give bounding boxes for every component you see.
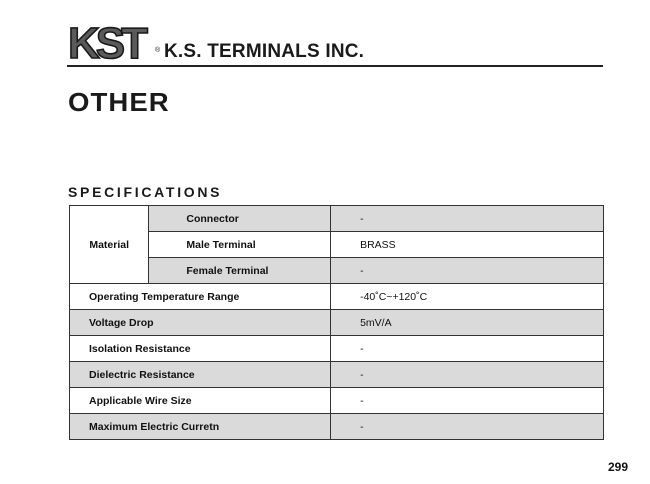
row-value: BRASS xyxy=(331,232,604,258)
table-row xyxy=(70,206,604,232)
company-name: K.S. TERMINALS INC. xyxy=(164,41,365,62)
row-value: - xyxy=(331,362,604,388)
kst-logo xyxy=(67,21,157,61)
section-heading: SPECIFICATIONS xyxy=(68,184,223,200)
header-divider xyxy=(67,65,603,67)
row-label: Connector xyxy=(149,206,331,232)
table-row xyxy=(70,336,604,362)
row-label: Isolation Resistance xyxy=(70,336,331,362)
row-value: -40˚C~+120˚C xyxy=(331,284,604,310)
row-label: Applicable Wire Size xyxy=(70,388,331,414)
specifications-table xyxy=(69,205,604,440)
page-title: OTHER xyxy=(68,87,170,117)
table-row xyxy=(70,284,604,310)
row-label: Operating Temperature Range xyxy=(70,284,331,310)
row-value: - xyxy=(331,414,604,440)
kst-logo-text: KST xyxy=(68,21,144,61)
row-label: Maximum Electric Curretn xyxy=(70,414,331,440)
table-row xyxy=(70,258,604,284)
table-row xyxy=(70,232,604,258)
row-label: Female Terminal xyxy=(149,258,331,284)
table-row xyxy=(70,388,604,414)
row-value: - xyxy=(331,336,604,362)
row-value: - xyxy=(331,258,604,284)
page-number: 299 xyxy=(608,460,629,474)
row-label: Voltage Drop xyxy=(70,310,331,336)
registered-mark: ® xyxy=(155,47,161,54)
company-header xyxy=(67,21,607,67)
row-label: Dielectric Resistance xyxy=(70,362,331,388)
row-value: 5mV/A xyxy=(331,310,604,336)
table-row xyxy=(70,362,604,388)
row-value: - xyxy=(331,206,604,232)
material-label: Material xyxy=(70,206,149,284)
table-row xyxy=(70,310,604,336)
table-row xyxy=(70,414,604,440)
row-value: - xyxy=(331,388,604,414)
row-label: Male Terminal xyxy=(149,232,331,258)
